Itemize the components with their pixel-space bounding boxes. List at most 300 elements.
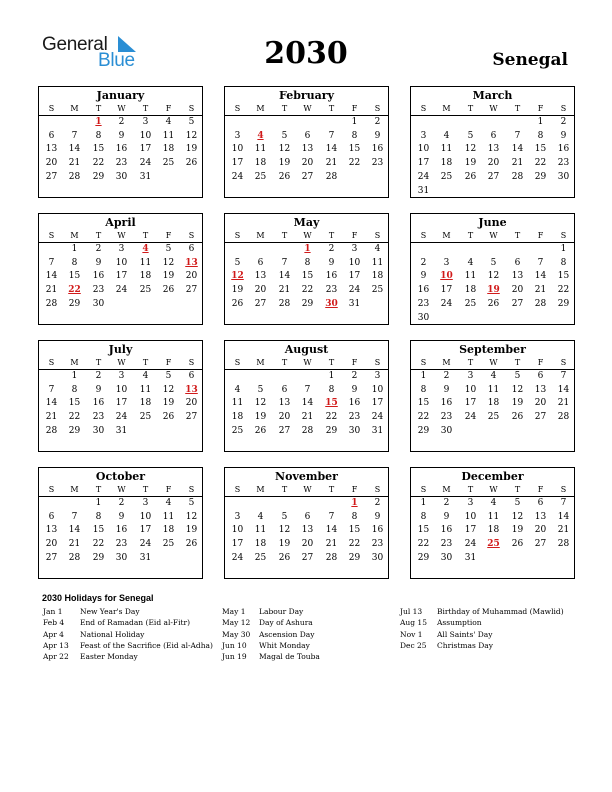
holiday-entry-name: National Holiday xyxy=(80,629,145,639)
calendar-day: 6 xyxy=(48,511,55,522)
calendar-day: 28 xyxy=(45,425,58,436)
calendar-day: 22 xyxy=(92,158,105,169)
calendar-day: 12 xyxy=(511,384,524,395)
holiday-entry-date: Feb 4 xyxy=(43,618,65,628)
calendar-day: 6 xyxy=(304,130,311,141)
weekday-label: T xyxy=(328,104,335,113)
calendar-day: 20 xyxy=(301,158,314,169)
calendar-day: 15 xyxy=(68,271,81,282)
calendar-day: 18 xyxy=(139,271,152,282)
calendar-day: 28 xyxy=(301,425,314,436)
calendar-day: 13 xyxy=(301,144,314,155)
calendar-day: 8 xyxy=(71,257,78,268)
calendar-day: 24 xyxy=(115,285,128,296)
calendar-day: 24 xyxy=(417,171,430,182)
weekday-label: F xyxy=(537,104,544,113)
calendar-day: 27 xyxy=(278,425,291,436)
calendar-day: 23 xyxy=(92,412,105,423)
holidays-list-title: 2030 Holidays for Senegal xyxy=(42,593,154,603)
calendar-day: 3 xyxy=(467,371,474,381)
calendar-day: 27 xyxy=(487,171,500,182)
weekday-header-row xyxy=(39,357,202,370)
calendar-day: 4 xyxy=(467,257,474,268)
calendar-day: 24 xyxy=(348,285,361,296)
weekday-label: W xyxy=(303,231,312,240)
calendar-day: 23 xyxy=(348,412,361,423)
calendar-day: 25 xyxy=(139,412,152,423)
calendar-day: 12 xyxy=(278,525,291,536)
calendar-day: 5 xyxy=(514,371,521,381)
calendar-year-title: 2030 xyxy=(264,36,348,71)
holiday-entry-name: Assumption xyxy=(437,618,482,628)
calendar-day: 31 xyxy=(417,185,430,196)
calendar-day: 9 xyxy=(95,384,102,395)
calendar-day: 16 xyxy=(92,271,105,282)
holiday-entry-date: May 30 xyxy=(222,629,251,639)
calendar-day: 15 xyxy=(348,144,361,155)
calendar-day: 25 xyxy=(254,171,267,182)
weekday-label: S xyxy=(234,231,241,240)
calendar-day: 21 xyxy=(45,285,58,296)
calendar-day: 17 xyxy=(139,525,152,536)
calendar-day: 16 xyxy=(371,144,384,155)
weekday-label: F xyxy=(165,485,172,494)
holiday-entry-name: Birthday of Muhammad (Mawlid) xyxy=(437,607,564,616)
holiday-entry-name: Magal de Touba xyxy=(259,652,320,662)
calendar-day: 9 xyxy=(95,257,102,268)
calendar-day: 23 xyxy=(440,412,453,423)
calendar-day: 7 xyxy=(48,257,55,268)
calendar-day: 14 xyxy=(45,271,58,282)
weekday-label: M xyxy=(256,104,265,113)
weekday-label: S xyxy=(420,485,427,494)
calendar-day: 2 xyxy=(328,244,335,254)
calendar-day: 17 xyxy=(464,398,477,409)
calendar-day: 8 xyxy=(71,384,78,395)
calendar-day: 30 xyxy=(115,171,128,182)
weekday-header-row xyxy=(411,357,574,370)
calendar-day: 31 xyxy=(348,298,361,309)
calendar-day: 15 xyxy=(534,144,547,155)
calendar-day: 20 xyxy=(534,525,547,536)
calendar-day: 26 xyxy=(162,412,175,423)
calendar-day: 22 xyxy=(417,539,430,550)
calendar-day: 16 xyxy=(371,525,384,536)
weekday-label: F xyxy=(537,485,544,494)
calendar-day: 17 xyxy=(115,271,128,282)
holiday-date: 30 xyxy=(325,298,338,309)
calendar-day: 25 xyxy=(464,298,477,309)
calendar-day: 14 xyxy=(325,144,338,155)
calendar-day: 26 xyxy=(278,552,291,563)
calendar-day: 29 xyxy=(325,425,338,436)
calendar-day: 13 xyxy=(45,525,58,536)
calendar-day: 27 xyxy=(185,412,198,423)
calendar-day: 21 xyxy=(301,412,314,423)
calendar-day: 14 xyxy=(534,271,547,282)
calendar-day: 26 xyxy=(231,298,244,309)
calendar-day: 8 xyxy=(560,257,567,268)
calendar-day: 13 xyxy=(534,511,547,522)
calendar-day: 15 xyxy=(348,525,361,536)
calendar-day: 29 xyxy=(557,298,570,309)
weekday-label: T xyxy=(95,358,102,367)
calendar-day: 8 xyxy=(351,511,358,522)
calendar-day: 3 xyxy=(142,117,149,127)
calendar-day: 2 xyxy=(95,371,102,381)
calendar-day: 11 xyxy=(440,144,453,155)
calendar-day: 26 xyxy=(487,298,500,309)
calendar-day: 18 xyxy=(440,158,453,169)
calendar-day: 21 xyxy=(68,158,81,169)
calendar-day: 11 xyxy=(487,511,500,522)
calendar-day: 19 xyxy=(254,412,267,423)
calendar-day: 26 xyxy=(464,171,477,182)
calendar-day: 4 xyxy=(165,498,172,508)
holiday-date: 1 xyxy=(95,117,102,127)
calendar-day: 4 xyxy=(490,498,497,508)
holiday-entry-date: May 1 xyxy=(222,607,246,616)
weekday-label: T xyxy=(467,231,474,240)
calendar-day: 2 xyxy=(374,117,381,127)
weekday-label: T xyxy=(142,104,149,113)
weekday-label: S xyxy=(420,231,427,240)
calendar-day: 3 xyxy=(142,498,149,508)
calendar-day: 10 xyxy=(348,257,361,268)
weekday-header-row xyxy=(39,484,202,497)
calendar-day: 6 xyxy=(514,257,521,268)
calendar-day: 23 xyxy=(325,285,338,296)
calendar-day: 2 xyxy=(95,244,102,254)
weekday-label: S xyxy=(560,485,567,494)
calendar-day: 3 xyxy=(467,498,474,508)
weekday-label: S xyxy=(234,358,241,367)
weekday-label: T xyxy=(142,231,149,240)
calendar-day: 19 xyxy=(278,158,291,169)
calendar-day: 19 xyxy=(185,525,198,536)
weekday-label: M xyxy=(70,104,79,113)
weekday-label: W xyxy=(303,358,312,367)
calendar-day: 10 xyxy=(115,384,128,395)
weekday-label: S xyxy=(234,485,241,494)
calendar-day: 17 xyxy=(231,539,244,550)
calendar-day: 9 xyxy=(420,271,427,282)
weekday-label: T xyxy=(328,485,335,494)
calendar-day: 19 xyxy=(278,539,291,550)
calendar-day: 25 xyxy=(487,412,500,423)
calendar-day: 12 xyxy=(162,384,175,395)
month-name: April xyxy=(105,216,136,229)
calendar-day: 26 xyxy=(254,425,267,436)
calendar-day: 26 xyxy=(185,539,198,550)
weekday-header-row xyxy=(39,103,202,116)
calendar-day: 11 xyxy=(231,398,244,409)
calendar-day: 6 xyxy=(281,384,288,395)
weekday-label: M xyxy=(442,485,451,494)
weekday-label: W xyxy=(117,358,126,367)
calendar-day: 14 xyxy=(278,271,291,282)
weekday-label: S xyxy=(188,485,195,494)
calendar-day: 10 xyxy=(464,511,477,522)
weekday-label: T xyxy=(142,485,149,494)
calendar-day: 18 xyxy=(162,525,175,536)
calendar-day: 17 xyxy=(417,158,430,169)
calendar-day: 28 xyxy=(278,298,291,309)
calendar-day: 31 xyxy=(371,425,384,436)
month-january xyxy=(38,86,203,198)
calendar-day: 17 xyxy=(348,271,361,282)
month-june xyxy=(410,213,575,325)
weekday-label: S xyxy=(420,358,427,367)
holiday-entry-date: Nov 1 xyxy=(400,629,423,639)
calendar-day: 9 xyxy=(374,130,381,141)
calendar-day: 28 xyxy=(68,171,81,182)
calendar-day: 8 xyxy=(328,384,335,395)
calendar-day: 14 xyxy=(68,525,81,536)
calendar-day: 17 xyxy=(440,285,453,296)
month-may xyxy=(224,213,389,325)
month-name: December xyxy=(461,470,524,483)
calendar-day: 4 xyxy=(374,244,381,254)
calendar-day: 1 xyxy=(420,371,427,381)
calendar-day: 4 xyxy=(490,371,497,381)
calendar-day: 18 xyxy=(254,539,267,550)
calendar-day: 20 xyxy=(278,412,291,423)
calendar-day: 16 xyxy=(440,525,453,536)
calendar-day: 27 xyxy=(534,539,547,550)
calendar-day: 21 xyxy=(557,525,570,536)
calendar-day: 12 xyxy=(185,130,198,141)
calendar-day: 18 xyxy=(371,271,384,282)
calendar-day: 21 xyxy=(45,412,58,423)
holiday-entry-name: Labour Day xyxy=(259,607,304,616)
weekday-label: W xyxy=(489,358,498,367)
calendar-day: 11 xyxy=(254,525,267,536)
calendar-day: 27 xyxy=(45,552,58,563)
calendar-day: 5 xyxy=(281,511,288,522)
calendar-day: 15 xyxy=(301,271,314,282)
calendar-day: 22 xyxy=(92,539,105,550)
weekday-label: M xyxy=(256,231,265,240)
calendar-day: 23 xyxy=(92,285,105,296)
calendar-day: 25 xyxy=(162,539,175,550)
calendar-day: 14 xyxy=(511,144,524,155)
weekday-label: T xyxy=(328,358,335,367)
calendar-day: 18 xyxy=(254,158,267,169)
calendar-day: 1 xyxy=(420,498,427,508)
calendar-day: 20 xyxy=(45,158,58,169)
calendar-day: 20 xyxy=(511,285,524,296)
holiday-entry-name: Feast of the Sacrifice (Eid al-Adha) xyxy=(80,640,213,650)
calendar-day: 1 xyxy=(351,117,358,127)
calendar-day: 30 xyxy=(371,552,384,563)
calendar-day: 12 xyxy=(162,257,175,268)
calendar-day: 25 xyxy=(162,158,175,169)
month-name: March xyxy=(472,89,513,102)
calendar-day: 22 xyxy=(557,285,570,296)
calendar-day: 30 xyxy=(440,425,453,436)
calendar-day: 2 xyxy=(118,117,125,127)
calendar-day: 9 xyxy=(443,384,450,395)
calendar-day: 26 xyxy=(162,285,175,296)
holiday-entry-name: Christmas Day xyxy=(437,640,493,650)
calendar-day: 12 xyxy=(511,511,524,522)
calendar-day: 31 xyxy=(464,552,477,563)
weekday-label: S xyxy=(234,104,241,113)
weekday-label: W xyxy=(489,104,498,113)
calendar-day: 13 xyxy=(278,398,291,409)
calendar-day: 12 xyxy=(464,144,477,155)
calendar-day: 30 xyxy=(348,425,361,436)
calendar-day: 9 xyxy=(560,130,567,141)
calendar-day: 6 xyxy=(188,244,195,254)
weekday-header-row xyxy=(411,484,574,497)
holiday-date: 13 xyxy=(185,384,198,395)
weekday-label: F xyxy=(165,358,172,367)
weekday-label: S xyxy=(188,358,195,367)
weekday-label: S xyxy=(374,358,381,367)
calendar-day: 5 xyxy=(514,498,521,508)
holiday-entry-date: Jun 19 xyxy=(222,652,247,662)
calendar-day: 4 xyxy=(142,371,149,381)
calendar-day: 28 xyxy=(325,171,338,182)
calendar-day: 18 xyxy=(464,285,477,296)
holiday-entry-date: Apr 13 xyxy=(43,640,69,650)
calendar-day: 15 xyxy=(417,398,430,409)
calendar-day: 3 xyxy=(118,244,125,254)
weekday-label: S xyxy=(48,358,55,367)
calendar-day: 10 xyxy=(417,144,430,155)
month-name: July xyxy=(108,343,133,356)
weekday-label: T xyxy=(514,104,521,113)
weekday-label: S xyxy=(374,104,381,113)
weekday-label: T xyxy=(281,485,288,494)
weekday-label: F xyxy=(165,231,172,240)
weekday-header-row xyxy=(225,230,388,243)
calendar-day: 14 xyxy=(557,384,570,395)
calendar-day: 7 xyxy=(560,498,567,508)
calendar-day: 13 xyxy=(301,525,314,536)
calendar-day: 2 xyxy=(351,371,358,381)
calendar-day: 5 xyxy=(188,498,195,508)
calendar-day: 21 xyxy=(325,539,338,550)
calendar-day: 21 xyxy=(325,158,338,169)
weekday-label: M xyxy=(442,231,451,240)
calendar-day: 2 xyxy=(443,498,450,508)
holiday-entry-name: Day of Ashura xyxy=(259,618,313,628)
calendar-day: 3 xyxy=(420,130,427,141)
calendar-day: 19 xyxy=(231,285,244,296)
weekday-label: M xyxy=(70,231,79,240)
calendar-day: 16 xyxy=(557,144,570,155)
calendar-day: 18 xyxy=(139,398,152,409)
calendar-day: 10 xyxy=(231,525,244,536)
calendar-day: 1 xyxy=(71,371,78,381)
calendar-day: 5 xyxy=(490,257,497,268)
weekday-label: S xyxy=(374,231,381,240)
holiday-date: 10 xyxy=(440,271,453,282)
weekday-label: T xyxy=(281,104,288,113)
calendar-day: 3 xyxy=(374,371,381,381)
weekday-label: F xyxy=(351,358,358,367)
calendar-day: 16 xyxy=(440,398,453,409)
calendar-day: 11 xyxy=(487,384,500,395)
calendar-day: 25 xyxy=(371,285,384,296)
month-name: January xyxy=(96,89,145,102)
weekday-header-row xyxy=(225,357,388,370)
calendar-day: 1 xyxy=(560,244,567,254)
weekday-label: T xyxy=(467,485,474,494)
calendar-day: 17 xyxy=(464,525,477,536)
weekday-label: T xyxy=(95,485,102,494)
logo-text-general: General xyxy=(42,34,108,55)
weekday-label: W xyxy=(303,104,312,113)
calendar-day: 21 xyxy=(68,539,81,550)
calendar-day: 23 xyxy=(371,539,384,550)
holiday-entry-date: May 12 xyxy=(222,618,251,628)
calendar-day: 22 xyxy=(348,158,361,169)
calendar-day: 12 xyxy=(487,271,500,282)
calendar-day: 18 xyxy=(162,144,175,155)
calendar-day: 9 xyxy=(351,384,358,395)
month-september xyxy=(410,340,575,452)
calendar-day: 20 xyxy=(185,271,198,282)
weekday-header-row xyxy=(411,230,574,243)
weekday-label: S xyxy=(48,485,55,494)
calendar-day: 19 xyxy=(511,525,524,536)
calendar-day: 14 xyxy=(325,525,338,536)
calendar-day: 16 xyxy=(92,398,105,409)
holiday-entry-date: Aug 15 xyxy=(400,618,427,628)
calendar-day: 27 xyxy=(534,412,547,423)
calendar-day: 26 xyxy=(278,171,291,182)
calendar-day: 11 xyxy=(254,144,267,155)
calendar-day: 5 xyxy=(281,130,288,141)
calendar-day: 24 xyxy=(464,539,477,550)
calendar-day: 3 xyxy=(351,244,358,254)
calendar-day: 19 xyxy=(162,271,175,282)
weekday-label: S xyxy=(560,104,567,113)
calendar-day: 5 xyxy=(257,384,264,395)
calendar-day: 19 xyxy=(162,398,175,409)
calendar-day: 14 xyxy=(68,144,81,155)
holiday-entry-name: Ascension Day xyxy=(259,629,315,639)
calendar-day: 13 xyxy=(511,271,524,282)
calendar-day: 7 xyxy=(71,511,78,522)
weekday-label: W xyxy=(117,231,126,240)
calendar-day: 21 xyxy=(557,398,570,409)
weekday-label: F xyxy=(537,231,544,240)
calendar-day: 9 xyxy=(443,511,450,522)
weekday-label: T xyxy=(281,358,288,367)
weekday-label: S xyxy=(48,231,55,240)
weekday-label: M xyxy=(256,358,265,367)
calendar-day: 10 xyxy=(115,257,128,268)
weekday-label: F xyxy=(351,231,358,240)
calendar-day: 28 xyxy=(45,298,58,309)
calendar-day: 30 xyxy=(115,552,128,563)
weekday-label: T xyxy=(281,231,288,240)
calendar-day: 27 xyxy=(301,171,314,182)
calendar-day: 11 xyxy=(162,130,175,141)
holiday-entry-date: Jul 13 xyxy=(400,607,423,616)
holiday-date: 1 xyxy=(304,244,311,254)
calendar-day: 19 xyxy=(185,144,198,155)
holiday-entry-name: End of Ramadan (Eid al-Fitr) xyxy=(80,618,191,628)
calendar-day: 28 xyxy=(511,171,524,182)
calendar-day: 28 xyxy=(325,552,338,563)
holiday-date: 22 xyxy=(68,285,81,296)
